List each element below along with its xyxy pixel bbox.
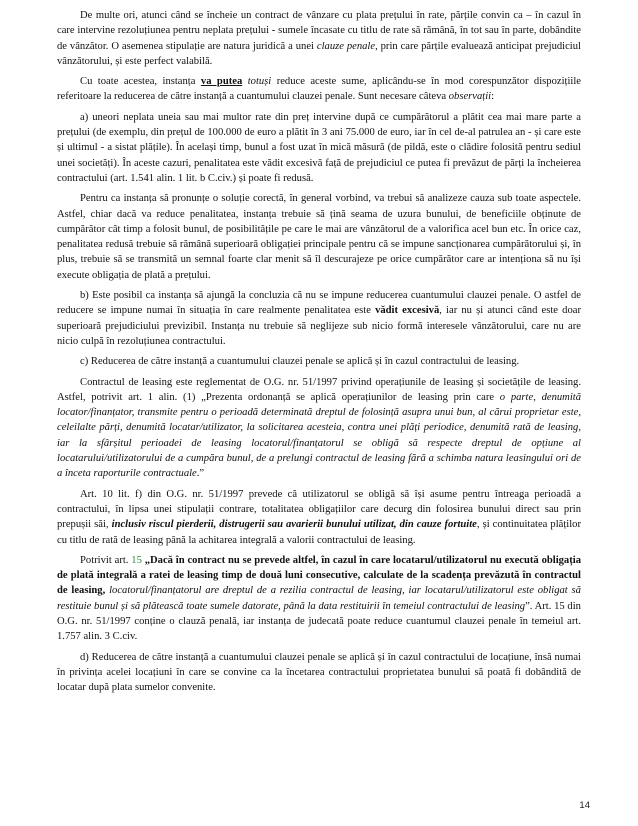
- paragraph-5-text: b) Este posibil ca instanța să ajungă la concluzia că nu se impune reducerea cuantumului clauzei penale. O astfel de reducere se impune numai în situația în care realmente penalitatea este: [57, 290, 581, 317]
- paragraph-5: [57, 288, 581, 349]
- paragraph-2-italic: totuși: [247, 76, 272, 88]
- paragraph-2: [57, 74, 581, 105]
- paragraph-7-text: Contractul de leasing este reglementat de O.G. nr. 51/1997 privind operațiunile de leasing și societățile de leasing. Astfel, potrivit art. 1 alin. (1) „Prezenta ordonanță se aplică operațiunilor de leasing prin care: [57, 376, 581, 403]
- paragraph-1: [57, 8, 581, 69]
- paragraph-2-italic-end: observații: [448, 91, 492, 103]
- paragraph-1-text: De multe ori, atunci când se încheie un contract de vânzare cu plata prețului în rate, părțile convin ca – în cazul în care intervine rezoluțiunea pentru neplata prețului - sumele încasate cu titlu de rate să rămână, în tot sau în parte, dobândite de vânzător. O asemenea stipulație are natura juridică a unei: [57, 10, 581, 52]
- paragraph-3: a) uneori neplata uneia sau mai multor rate din preț intervine după ce cumpărătorul a plătit cea mai mare parte a prețului (de exemplu, din prețul de 100.000 de euro a plătit în 3 ani 75.000 de euro, iar în cel de-al patrulea an - și care este și ultimul - a sistat plățile). În același timp, bunul a fost uzat în mică măsură (de pildă, este o clădire folosită pentru sediul unei societăți). În aceste cazuri, penalitatea este vădit excesivă față de prejudiciul ce putea fi prevăzut de părți la încheierea contractului (art. 1.541 alin. 1 lit. b C.civ.) și poate fi redusă.: [57, 111, 581, 184]
- paragraph-5-bold: vădit excesivă: [375, 305, 440, 317]
- paragraph-5-text-end: , iar nu și atunci când este doar superioară prejudiciului previzibil. Instanța nu trebuie să neglijeze sub nicio formă interesele vânzătorului, care nu are nicio culpă în rezoluțiunea contractului.: [57, 305, 581, 347]
- paragraph-2-text: Cu toate acestea, instanța: [80, 76, 201, 88]
- paragraph-9-text: Potrivit art.: [80, 554, 132, 566]
- document-page: [57, 8, 581, 700]
- paragraph-10: d) Reducerea de către instanță a cuantumului clauzei penale se aplică și în cazul contractului de locațiune, însă numai în privința acelei locațiuni în care se convine ca la încetarea contractului proprietatea bunului să poată fi dobândită de locatar după plata sumelor convenite.: [57, 651, 581, 694]
- paragraph-8-bold-italic: inclusiv riscul pierderii, distrugerii sau avarierii bunului utilizat, din cauze fortuite: [111, 519, 477, 531]
- paragraph-7: [57, 375, 581, 482]
- paragraph-2-emphasis: va putea: [200, 76, 243, 88]
- paragraph-6: c) Reducerea de către instanță a cuantumului clauzei penale se aplică și în cazul contractului de leasing.: [80, 356, 520, 368]
- article-number-link[interactable]: 15: [131, 554, 142, 566]
- paragraph-1-italic: clauze penale: [316, 40, 376, 52]
- paragraph-9-quote: „Dacă în contract nu se prevede altfel, în cazul în care locatarul/utilizatorul nu execută obligația de plată integrală a ratei de leasing timp de două luni consecutive, calculate de la scadența prevăzută în contractul de leasing,: [57, 554, 582, 597]
- paragraph-9: [57, 553, 581, 645]
- paragraph-8-text: Art. 10 lit. f) din O.G. nr. 51/1997 prevede că utilizatorul se obligă să își asume pentru întreaga perioadă a contractului, în lipsa unei stipulații contrare, totalitatea obligațiilor care decurg din folosirea bunului direct sau prin prepușii săi,: [57, 488, 581, 531]
- paragraph-9-text-end: ”. Art. 15 din O.G. nr. 51/1997 conține o clauză penală, iar instanța de judecată poate reduce cuantumul clauzei penale în temeiul art. 1.757 alin. 3 C.civ.: [57, 600, 581, 643]
- paragraph-8: [57, 487, 581, 548]
- paragraph-9-italic: locatorul/finanțatorul are dreptul de a rezilia contractul de leasing, iar locatarul/utilizatorul este obligat să restituie bunul și să plătească toate sumele datorate, până la data restituirii în temeiul contractului de leasing: [57, 585, 581, 612]
- paragraph-4: Pentru ca instanța să pronunțe o soluție corectă, în general vorbind, va trebui să analizeze cauza sub toate aspectele. Astfel, chiar dacă va reduce penalitatea, instanța trebuie să țină seama de uzura bunului, de beneficiile obținute de cumpărător cât timp a folosit bunul, de posibilitățile pe care le mai are vânzătorul de a valorifica acel bun etc. În orice caz, penalitatea redusă trebuie să rămână superioară obligației principale pentru că se impune sancționarea cumpărătorului și, în plus, trebuie să se transmită un semnal foarte clar menit să îl descurajeze pe orice cumpărător care ar intenționa să nu își execute obligația de plată a prețului.: [57, 193, 581, 281]
- paragraph-2-text-mid: reduce aceste sume, aplicându-se în mod corespunzător dispozițiile referitoare la reducerea de către instanță a cuantumului clauzei penale. Sunt necesare câteva: [57, 76, 581, 103]
- paragraph-7-quote-close: .”: [196, 468, 205, 480]
- paragraph-7-italic-quote: o parte, denumită locator/finanțator, transmite pentru o perioadă determinată dreptul de folosință asupra unui bun, al cărui proprietar este, celeilalte părți, denumită locatar/utilizator, la solicitarea acesteia, contra unei plăți periodice, denumită rată de leasing, iar la sfârșitul perioadei de leasing locatorul/finanțatorul se obligă să respecte dreptul de opțiune al locatarului/utilizatorului de a cumpăra bunul, de a prelungi contractul de leasing fără a schimba natura leasingului ori de a înceta raporturile contractuale: [57, 391, 581, 480]
- paragraph-8-text-end: , și continuitatea plăților cu titlu de rată de leasing până la achitarea integrală a valorii contractului de leasing.: [57, 519, 582, 546]
- paragraph-2-colon: :: [491, 91, 495, 103]
- page-number: 14: [579, 800, 590, 811]
- paragraph-1-text-end: , prin care părțile evaluează anticipat prejudiciul vânzătorului, și este perfect valabilă.: [57, 40, 581, 67]
